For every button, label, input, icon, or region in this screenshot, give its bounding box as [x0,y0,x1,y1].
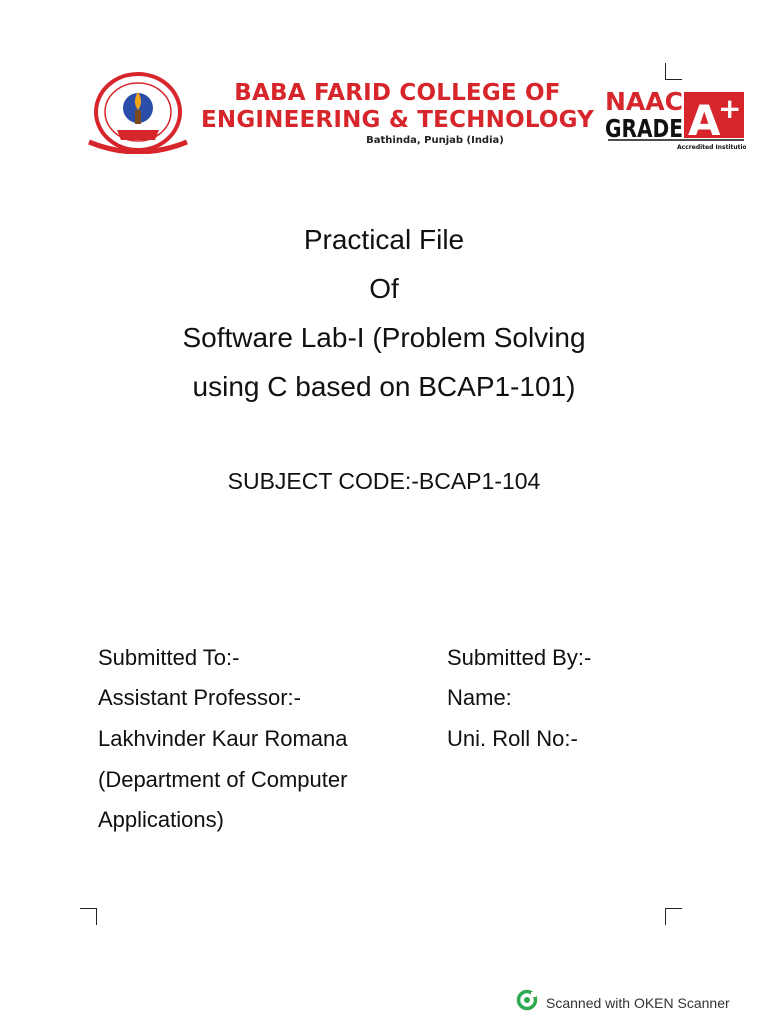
student-name-label: Name: [447,685,512,710]
scanner-watermark [516,989,730,1016]
submitted-to-heading: Submitted To:- [98,645,240,670]
college-name [200,80,595,134]
subject-title-line1: Software Lab-I (Problem Solving [182,322,586,353]
subject-title-line2: using C based on BCAP1-101) [192,371,576,402]
scanner-label: Scanned with OKEN Scanner [546,994,730,1011]
crop-mark-bottom-right [665,908,682,925]
submitted-to-role: Assistant Professor:- [98,685,301,710]
title-connector: Of [369,273,399,304]
college-location: Bathinda, Punjab (India) [366,135,504,146]
oken-scanner-icon [516,989,538,1016]
naac-grade-logo [604,82,746,152]
roll-number-label: Uni. Roll No:- [447,726,578,751]
svg-text:GRADE: GRADE [605,114,683,143]
submitted-by-heading: Submitted By:- [447,645,592,670]
submitted-to-name: Lakhvinder Kaur Romana [98,726,348,751]
subject-code: SUBJECT CODE:-BCAP1-104 [227,468,541,494]
college-name-line2: ENGINEERING & TECHNOLOGY [200,107,595,133]
submitted-to-department-line1: (Department of Computer [98,767,348,792]
svg-text:NAAC: NAAC [605,87,683,116]
crop-mark-top-right [665,63,682,80]
document-title: Practical File [303,224,465,255]
svg-text:A: A [688,96,721,145]
crop-mark-bottom-left [80,908,97,925]
svg-text:+: + [718,92,742,125]
submitted-to-department-line2: Applications) [98,807,224,832]
college-name-line1: BABA FARID COLLEGE OF [234,80,561,106]
college-seal-logo [85,70,191,154]
svg-text:Accredited Institution: Accredited Institution [677,144,746,151]
